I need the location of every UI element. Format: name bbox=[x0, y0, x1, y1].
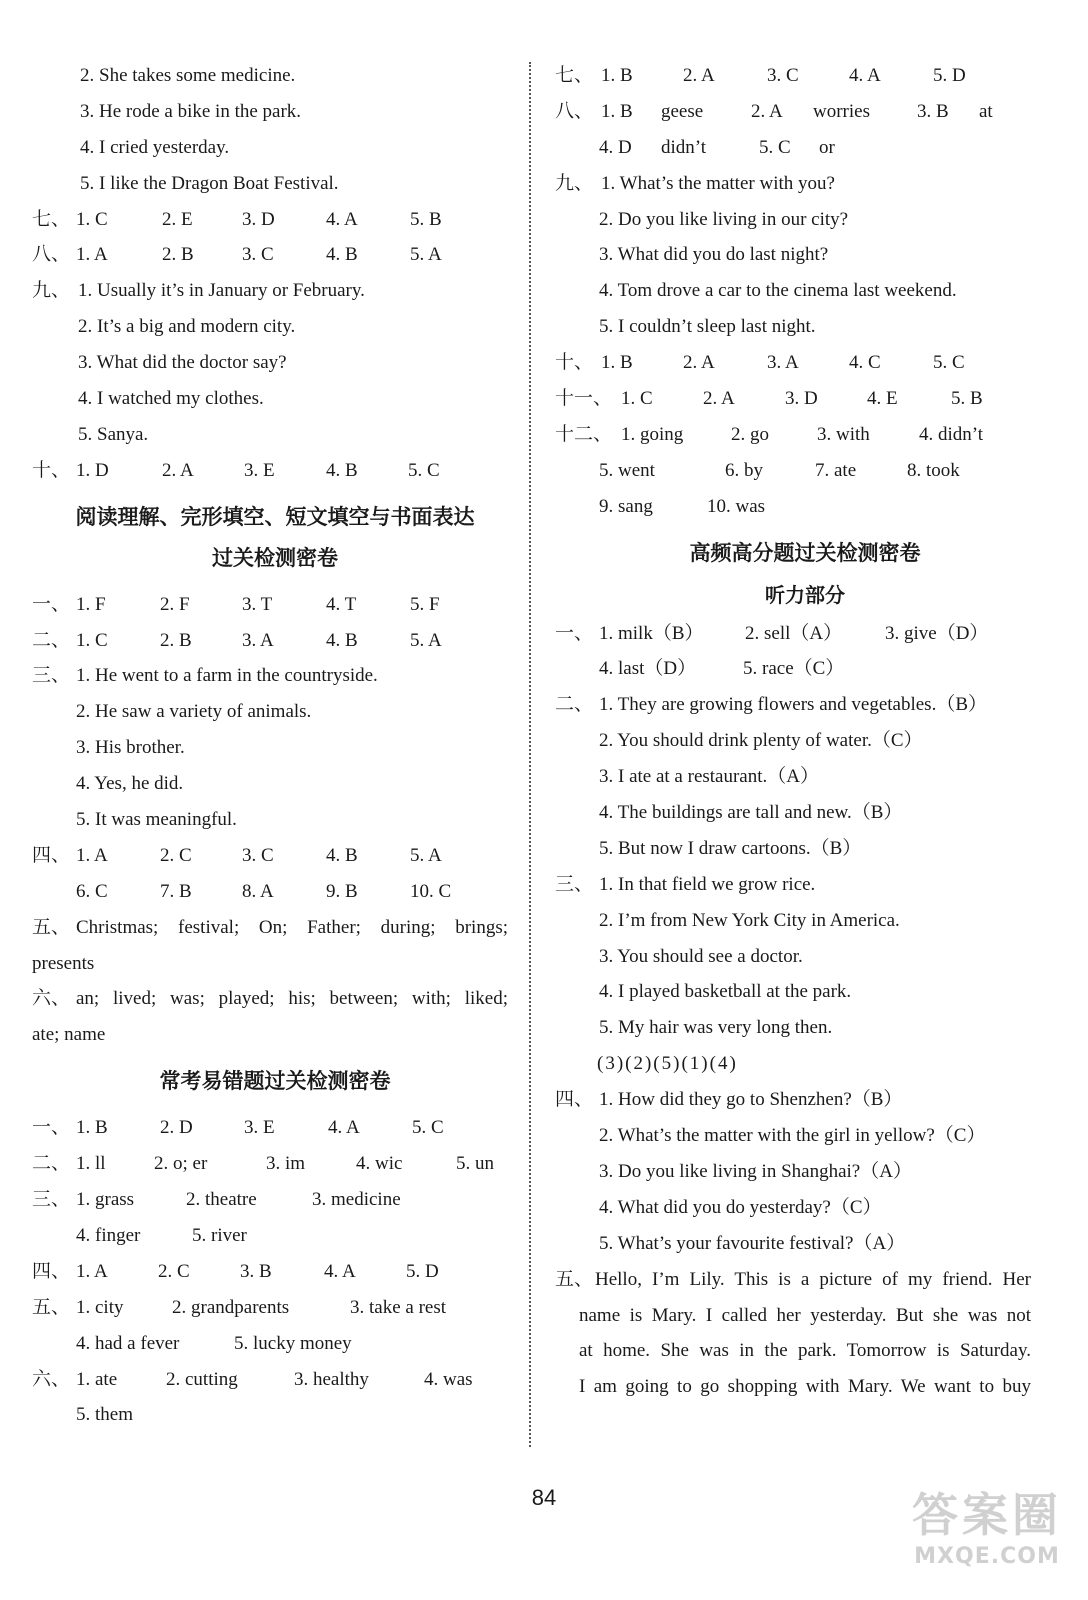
answer-line bbox=[555, 1046, 1055, 1082]
answer-item: 5. them bbox=[76, 1404, 133, 1426]
answer-item: 10. C bbox=[410, 880, 452, 902]
answer-line bbox=[32, 166, 518, 202]
right-column bbox=[555, 58, 1055, 1405]
answer-item: 3. D bbox=[785, 388, 818, 410]
answer-text: 4. I played basketball at the park. bbox=[599, 981, 852, 1003]
answer-line bbox=[555, 237, 1055, 273]
answer-line bbox=[32, 1218, 518, 1254]
answer-item: 5. race（C） bbox=[743, 658, 845, 680]
answer-item: 3. take a rest bbox=[350, 1296, 447, 1318]
answer-text: 4. I cried yesterday. bbox=[80, 136, 230, 158]
section-6 bbox=[32, 981, 518, 1017]
section-4 bbox=[32, 1254, 518, 1290]
section-label: 三、 bbox=[32, 665, 71, 687]
section-8 bbox=[555, 94, 1055, 130]
answer-item: 3. E bbox=[244, 459, 275, 481]
answer-item: 5. C bbox=[412, 1117, 444, 1139]
answer-item: 2. cutting bbox=[166, 1368, 238, 1390]
section-5 bbox=[32, 910, 518, 946]
answer-line bbox=[32, 309, 518, 345]
answer-item: 2. go bbox=[731, 423, 769, 445]
watermark-text: 答案圈 bbox=[912, 1488, 1062, 1542]
section-label: 四、 bbox=[32, 844, 71, 866]
answer-item: worries bbox=[813, 100, 870, 122]
section-label: 十一、 bbox=[555, 388, 613, 410]
answer-item: 9. sang bbox=[599, 495, 653, 517]
section-2 bbox=[32, 1146, 518, 1182]
section-label: 九、 bbox=[555, 172, 594, 194]
section-label: 二、 bbox=[32, 629, 71, 651]
answer-line bbox=[32, 1017, 518, 1053]
answer-item: 1. milk（B） bbox=[599, 622, 704, 644]
answer-item: 5. un bbox=[456, 1153, 494, 1175]
section-label: 一、 bbox=[555, 622, 594, 644]
answer-text: 1. What’s the matter with you? bbox=[601, 172, 835, 194]
passage-line: at home. She was in the park. Tomorrow is Saturday. bbox=[579, 1340, 1031, 1362]
answer-text: 3. You should see a doctor. bbox=[599, 945, 803, 967]
answer-text: 3. He rode a bike in the park. bbox=[80, 100, 302, 122]
section-2 bbox=[32, 623, 518, 659]
answer-line bbox=[32, 130, 518, 166]
answer-item: 5. B bbox=[410, 208, 442, 230]
answer-line bbox=[555, 1190, 1055, 1226]
answer-item: 3. with bbox=[817, 423, 870, 445]
answer-item: 4. T bbox=[326, 593, 357, 615]
answer-text: ate; name bbox=[32, 1024, 106, 1046]
answer-text: 1. In that field we grow rice. bbox=[599, 873, 816, 895]
section-1 bbox=[32, 1110, 518, 1146]
answer-item: 3. A bbox=[242, 629, 274, 651]
answer-line bbox=[555, 723, 1055, 759]
answer-line bbox=[555, 939, 1055, 975]
answer-item: 2. A bbox=[751, 100, 783, 122]
answer-item: 2. theatre bbox=[186, 1189, 257, 1211]
answer-item: 4. wic bbox=[356, 1153, 403, 1175]
answer-line bbox=[555, 1333, 1055, 1369]
section-title: 过关检测密卷 bbox=[212, 545, 338, 570]
answer-line bbox=[555, 974, 1055, 1010]
answer-item: 5. A bbox=[410, 629, 442, 651]
answer-item: 2. grandparents bbox=[172, 1296, 290, 1318]
section-2 bbox=[555, 687, 1055, 723]
answer-item: 4. A bbox=[326, 208, 358, 230]
answer-text: 5. I like the Dragon Boat Festival. bbox=[80, 172, 339, 194]
answer-line bbox=[555, 309, 1055, 345]
answer-text: 1. They are growing flowers and vegetables.（B） bbox=[599, 694, 987, 716]
page-number: 84 bbox=[531, 1485, 557, 1510]
section-10 bbox=[555, 345, 1055, 381]
answer-item: 3. B bbox=[240, 1260, 272, 1282]
answer-text: 5. But now I draw cartoons.（B） bbox=[599, 837, 862, 859]
section-9 bbox=[32, 273, 518, 309]
section-label: 十二、 bbox=[555, 423, 613, 445]
answer-item: 3. A bbox=[767, 352, 799, 374]
answer-item: or bbox=[819, 136, 835, 158]
answer-item: 7. ate bbox=[815, 459, 857, 481]
answer-item: 1. city bbox=[76, 1296, 124, 1318]
section-7 bbox=[555, 58, 1055, 94]
section-4 bbox=[555, 1082, 1055, 1118]
answer-line bbox=[555, 795, 1055, 831]
answer-text: 4. The buildings are tall and new.（B） bbox=[599, 802, 903, 824]
answer-item: 2. D bbox=[160, 1117, 193, 1139]
answer-line bbox=[32, 1326, 518, 1362]
section-title: 常考易错题过关检测密卷 bbox=[159, 1069, 391, 1094]
answer-line bbox=[32, 874, 518, 910]
answer-item: 2. o; er bbox=[154, 1153, 208, 1175]
answer-line bbox=[555, 1226, 1055, 1262]
section-label: 九、 bbox=[32, 280, 71, 302]
answer-item: 2. C bbox=[158, 1260, 190, 1282]
answer-item: 2. B bbox=[162, 244, 194, 266]
answer-text: 2. It’s a big and modern city. bbox=[78, 316, 296, 338]
section-6 bbox=[32, 1362, 518, 1398]
answer-item: 3. C bbox=[767, 65, 799, 86]
section-3 bbox=[32, 658, 518, 694]
answer-line bbox=[555, 1154, 1055, 1190]
answer-text: 4. Tom drove a car to the cinema last weekend. bbox=[599, 280, 957, 302]
answer-item: 1. B bbox=[76, 1117, 108, 1139]
answer-line bbox=[32, 94, 518, 130]
answer-line bbox=[555, 273, 1055, 309]
answer-item: didn’t bbox=[661, 136, 707, 158]
answer-item: 1. F bbox=[76, 593, 106, 615]
answer-item: 5. F bbox=[410, 593, 440, 615]
answer-item: 2. C bbox=[160, 844, 192, 866]
answer-item: 3. medicine bbox=[312, 1189, 401, 1211]
answer-text: 3. His brother. bbox=[76, 737, 185, 759]
watermark-url: MXQE.COM bbox=[914, 1544, 1060, 1569]
answer-line bbox=[32, 381, 518, 417]
answer-item: 4. was bbox=[424, 1368, 473, 1390]
answer-text: presents bbox=[32, 952, 95, 974]
answer-line bbox=[555, 651, 1055, 687]
answer-item: 2. A bbox=[683, 65, 715, 86]
answer-text: 5. I couldn’t sleep last night. bbox=[599, 316, 816, 338]
answer-text: 1. He went to a farm in the countryside. bbox=[76, 665, 378, 687]
answer-item: 5. A bbox=[410, 244, 442, 266]
section-3 bbox=[555, 867, 1055, 903]
section-title: 阅读理解、完形填空、短文填空与书面表达 bbox=[75, 504, 475, 529]
section-label: 二、 bbox=[555, 694, 594, 716]
section-label: 二、 bbox=[32, 1153, 71, 1175]
answer-item: 1. A bbox=[76, 244, 108, 266]
answer-line bbox=[555, 1369, 1055, 1405]
answer-text: 4. What did you do yesterday?（C） bbox=[599, 1196, 882, 1218]
answer-item: 1. A bbox=[76, 1260, 108, 1282]
column-divider bbox=[529, 62, 531, 1447]
answer-item: 4. B bbox=[326, 844, 358, 866]
section-label: 十、 bbox=[555, 352, 594, 374]
answer-text: 2. You should drink plenty of water.（C） bbox=[599, 730, 923, 752]
answer-item: 3. im bbox=[266, 1153, 306, 1175]
answer-item: 1. C bbox=[621, 388, 653, 410]
section-1 bbox=[555, 616, 1055, 652]
answer-text: 2. What’s the matter with the girl in yellow?（C） bbox=[599, 1125, 986, 1147]
answer-item: 5. lucky money bbox=[234, 1332, 352, 1354]
answer-item: 4. A bbox=[328, 1117, 360, 1139]
answer-item: 2. A bbox=[683, 352, 715, 374]
section-label: 三、 bbox=[32, 1189, 71, 1211]
answer-text: 3. What did you do last night? bbox=[599, 244, 829, 266]
answer-text: 2. He saw a variety of animals. bbox=[76, 701, 312, 723]
answer-item: 2. B bbox=[160, 629, 192, 651]
answer-item: 10. was bbox=[707, 495, 766, 517]
answer-item: at bbox=[979, 100, 993, 122]
answer-line bbox=[32, 802, 518, 838]
answer-item: 1. B bbox=[601, 100, 633, 122]
answer-item: 3. give（D） bbox=[885, 622, 989, 644]
answer-item: 3. healthy bbox=[294, 1368, 369, 1390]
answer-item: 2. sell（A） bbox=[745, 622, 843, 644]
passage-line: Hello, I’m Lily. This is a picture of my friend. Her bbox=[595, 1268, 1031, 1290]
answer-line bbox=[555, 903, 1055, 939]
section-label: 八、 bbox=[555, 100, 594, 122]
section-label: 三、 bbox=[555, 873, 594, 895]
answer-text: 3. Do you like living in Shanghai?（A） bbox=[599, 1160, 912, 1182]
section-label: 五、 bbox=[555, 1268, 594, 1290]
answer-item: 4. B bbox=[326, 629, 358, 651]
answer-item: 4. B bbox=[326, 459, 358, 481]
answer-text: 1. How did they go to Shenzhen?（B） bbox=[599, 1089, 903, 1111]
answer-item: 1. grass bbox=[76, 1189, 135, 1211]
section-1 bbox=[32, 587, 518, 623]
answer-item: 6. by bbox=[725, 459, 763, 481]
answer-item: 5. D bbox=[406, 1260, 439, 1282]
answer-item: 5. C bbox=[933, 352, 965, 374]
answer-item: 9. B bbox=[326, 880, 358, 902]
answer-item: geese bbox=[661, 100, 704, 122]
answer-item: 1. ate bbox=[76, 1368, 118, 1390]
answer-line bbox=[555, 1010, 1055, 1046]
answer-line bbox=[555, 1118, 1055, 1154]
answer-text: 4. Yes, he did. bbox=[76, 773, 184, 795]
answer-item: 1. ll bbox=[76, 1153, 106, 1175]
answer-item: 2. A bbox=[703, 388, 735, 410]
answer-text: 2. She takes some medicine. bbox=[80, 65, 296, 86]
answer-text: 2. Do you like living in our city? bbox=[599, 208, 849, 230]
answer-item: 1. D bbox=[76, 459, 109, 481]
answer-text: 2. I’m from New York City in America. bbox=[599, 909, 900, 931]
section-12 bbox=[555, 417, 1055, 453]
answer-text: Christmas; festival; On; Father; during; brings; bbox=[76, 916, 508, 938]
answer-item: 5. A bbox=[410, 844, 442, 866]
answer-item: 2. E bbox=[162, 208, 193, 230]
section-label: 五、 bbox=[32, 1296, 71, 1318]
section-label: 四、 bbox=[555, 1089, 594, 1111]
section-4 bbox=[32, 838, 518, 874]
answer-item: 1. C bbox=[76, 208, 108, 230]
section-5 bbox=[555, 1262, 1055, 1298]
answer-text: 5. What’s your favourite festival?（A） bbox=[599, 1232, 906, 1254]
answer-item: 2. A bbox=[162, 459, 194, 481]
answer-item: 6. C bbox=[76, 880, 108, 902]
section-label: 七、 bbox=[32, 208, 71, 230]
answer-text: 5. My hair was very long then. bbox=[599, 1017, 833, 1039]
answer-item: 1. B bbox=[601, 65, 633, 86]
answer-line bbox=[555, 1298, 1055, 1334]
answer-line bbox=[555, 453, 1055, 489]
answer-item: 4. A bbox=[324, 1260, 356, 1282]
answer-item: 3. D bbox=[242, 208, 275, 230]
answer-item: 4. B bbox=[326, 244, 358, 266]
section-9 bbox=[555, 166, 1055, 202]
answer-text: 1. Usually it’s in January or February. bbox=[78, 280, 365, 302]
answer-text: 5. Sanya. bbox=[78, 423, 149, 445]
answer-item: 4. had a fever bbox=[76, 1332, 180, 1354]
answer-item: 1. B bbox=[601, 352, 633, 374]
answer-item: 3. B bbox=[917, 100, 949, 122]
answer-item: 1. going bbox=[621, 423, 684, 445]
watermark-logo bbox=[912, 1486, 1062, 1584]
answer-item: 8. A bbox=[242, 880, 274, 902]
section-label: 六、 bbox=[32, 1368, 71, 1390]
answer-line bbox=[32, 730, 518, 766]
answer-line bbox=[32, 946, 518, 982]
answer-line bbox=[32, 345, 518, 381]
section-label: 一、 bbox=[32, 1117, 71, 1139]
answer-item: 3. T bbox=[242, 593, 273, 615]
section-label: 一、 bbox=[32, 593, 71, 615]
answer-text: 5. It was meaningful. bbox=[76, 809, 237, 831]
answer-item: 4. E bbox=[867, 388, 898, 410]
section-label: 六、 bbox=[32, 988, 71, 1010]
section-subtitle: 听力部分 bbox=[765, 582, 845, 607]
answer-item: 3. C bbox=[242, 844, 274, 866]
answer-item: 3. C bbox=[242, 244, 274, 266]
answer-item: 5. C bbox=[408, 459, 440, 481]
section-label: 七、 bbox=[555, 65, 594, 86]
answer-text: 4. I watched my clothes. bbox=[78, 388, 264, 410]
answer-line bbox=[32, 766, 518, 802]
answer-line bbox=[555, 831, 1055, 867]
answer-item: 4. C bbox=[849, 352, 881, 374]
answer-item: 7. B bbox=[160, 880, 192, 902]
answer-item: 5. D bbox=[933, 65, 966, 86]
section-8 bbox=[32, 237, 518, 273]
answer-text: 3. What did the doctor say? bbox=[78, 352, 287, 374]
section-7 bbox=[32, 202, 518, 238]
answer-item: 4. D bbox=[599, 136, 632, 158]
answer-item: 5. C bbox=[759, 136, 791, 158]
section-label: 四、 bbox=[32, 1260, 71, 1282]
section-11 bbox=[555, 381, 1055, 417]
section-5 bbox=[32, 1290, 518, 1326]
section-label: 五、 bbox=[32, 916, 71, 938]
answer-item: 4. finger bbox=[76, 1224, 141, 1246]
answer-line bbox=[555, 202, 1055, 238]
answer-line bbox=[32, 58, 518, 94]
answer-item: 4. last（D） bbox=[599, 658, 697, 680]
answer-line bbox=[32, 694, 518, 730]
answer-item: 3. E bbox=[244, 1117, 275, 1139]
answer-item: 5. B bbox=[951, 388, 983, 410]
answer-line bbox=[555, 759, 1055, 795]
section-title: 高频高分题过关检测密卷 bbox=[689, 540, 921, 565]
answer-line bbox=[32, 417, 518, 453]
answer-item: 4. didn’t bbox=[919, 423, 984, 445]
section-label: 八、 bbox=[32, 244, 71, 266]
answer-item: 1. C bbox=[76, 629, 108, 651]
section-label: 十、 bbox=[32, 459, 71, 481]
passage-line: I am going to go shopping with Mary. We want to buy bbox=[579, 1376, 1031, 1398]
answer-item: 1. A bbox=[76, 844, 108, 866]
section-3 bbox=[32, 1182, 518, 1218]
left-column bbox=[32, 58, 518, 1433]
answer-text: an; lived; was; played; his; between; with; liked; bbox=[76, 988, 508, 1010]
passage-line: name is Mary. I called her yesterday. But she was not bbox=[579, 1304, 1031, 1326]
answer-line bbox=[555, 489, 1055, 525]
answer-text: 3. I ate at a restaurant.（A） bbox=[599, 766, 819, 788]
answer-item: 5. river bbox=[192, 1224, 247, 1246]
section-10 bbox=[32, 453, 518, 489]
answer-item: 4. A bbox=[849, 65, 881, 86]
answer-item: 8. took bbox=[907, 459, 960, 481]
answer-line bbox=[32, 1397, 518, 1433]
answer-item: 5. went bbox=[599, 459, 655, 481]
answer-line bbox=[555, 130, 1055, 166]
answer-order: (3)(2)(5)(1)(4) bbox=[597, 1053, 738, 1075]
answer-item: 2. F bbox=[160, 593, 190, 615]
